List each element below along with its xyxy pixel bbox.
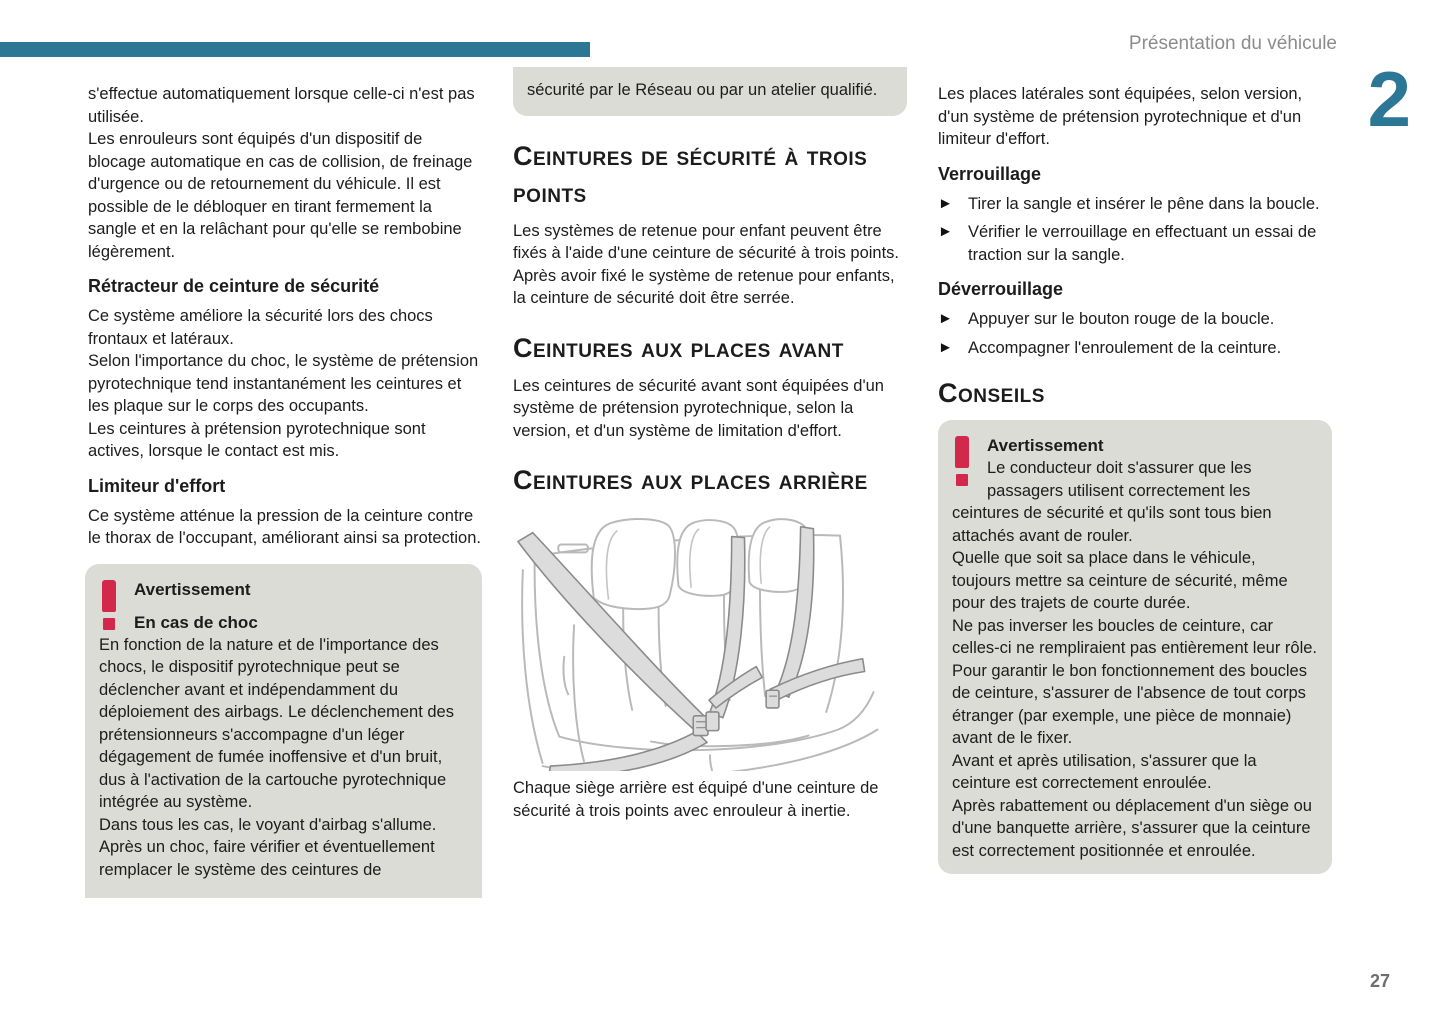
heading-front-belts: Ceintures aux places avant xyxy=(513,332,844,363)
warning-exclamation-icon xyxy=(101,580,118,630)
rear-seats-illustration xyxy=(513,509,907,771)
warning-subtitle: En cas de choc xyxy=(134,612,258,632)
paragraph: Les places latérales sont équipées, selon version, d'un système de prétension pyrotechnique et d'un limiteur d'effort. xyxy=(938,85,1303,148)
paragraph: Les systèmes de retenue pour enfant peuvent être fixés à l'aide d'une ceinture de sécurité à trois points. Après avoir fixé le système de retenue pour enfants, la ceinture de sécurité doit être serrée. xyxy=(513,221,900,307)
warning-paragraph: Le conducteur doit s'assurer que les passagers utilisent correctement les ceintures de sécurité et qu'ils sont tous bien attachés avant de rouler. xyxy=(952,459,1272,545)
page-number: 27 xyxy=(1369,971,1390,991)
list-item xyxy=(938,193,1332,216)
subheading-limiter: Limiteur d'effort xyxy=(88,475,226,496)
unlock-steps-list xyxy=(938,308,1332,359)
warning-paragraph: sécurité par le Réseau ou par un atelier qualifié. xyxy=(527,81,878,99)
bullet-arrow-icon: ► xyxy=(938,223,953,240)
bullet-arrow-icon: ► xyxy=(938,310,953,327)
column-center xyxy=(513,67,907,822)
bullet-arrow-icon: ► xyxy=(938,338,953,356)
paragraph: Les ceintures de sécurité avant sont équipées d'un système de prétension pyrotechnique, selon la version, et d'un système de limitation d'effort. xyxy=(513,376,884,440)
warning-box-advice xyxy=(938,420,1332,874)
warning-exclamation-icon xyxy=(954,436,971,486)
heading-advice: Conseils xyxy=(938,378,1045,408)
bullet-arrow-icon: ► xyxy=(938,194,953,212)
subheading-retractor: Rétracteur de ceinture de sécurité xyxy=(88,276,380,296)
warning-paragraph: Dans tous les cas, le voyant d'airbag s'allume. xyxy=(99,815,437,834)
list-item xyxy=(938,308,1332,331)
lock-steps-list xyxy=(938,193,1332,267)
heading-three-point-belts: Ceintures de sécurité à trois points xyxy=(513,140,868,208)
section-title: Présentation du véhicule xyxy=(1128,33,1337,54)
column-right xyxy=(938,83,1332,874)
subheading-lock: Verrouillage xyxy=(938,163,1042,184)
warning-title: Avertissement xyxy=(134,579,251,599)
warning-paragraph: Avant et après utilisation, s'assurer que la ceinture est correctement enroulée. xyxy=(952,751,1257,792)
list-item xyxy=(938,337,1332,360)
warning-paragraph: En fonction de la nature et de l'importance des chocs, le dispositif pyrotechnique peut se déclencher avant et indépendamment du déploiement des airbags. Le déclenchement des prétensionneurs s'accompagne d'un léger dégagement de fumée inoffensive et d'un bruit, dus à l'activation de la cartouche pyrotechnique intégrée au système. xyxy=(99,635,454,811)
accent-bar xyxy=(0,42,590,57)
warning-box-impact xyxy=(85,564,482,898)
chapter-number: 2 xyxy=(1367,55,1409,143)
column-left xyxy=(88,83,482,898)
subheading-unlock: Déverrouillage xyxy=(938,279,1064,299)
list-item xyxy=(938,221,1332,266)
warning-paragraph: Quelle que soit sa place dans le véhicule, toujours mettre sa ceinture de sécurité, même pour des trajets de courte durée. xyxy=(952,549,1288,612)
paragraph: s'effectue automatiquement lorsque celle-ci n'est pas utilisée. xyxy=(88,85,475,126)
step-text: Vérifier le verrouillage en effectuant un essai de traction sur la sangle. xyxy=(968,223,1317,264)
paragraph: Les enrouleurs sont équipés d'un dispositif de blocage automatique en cas de collision, de freinage d'urgence ou de retournement du véhicule. Il est possible de le débloquer en tirant fermement la sangle et en la relâchant pour qu'elle se rembobine légèrement. xyxy=(88,130,473,261)
paragraph: Ce système améliore la sécurité lors des chocs frontaux et latéraux. xyxy=(88,307,433,348)
paragraph: Selon l'importance du choc, le système de prétension pyrotechnique tend instantanément les ceintures et les plaque sur le corps des occupants. xyxy=(88,352,479,415)
step-text: Tirer la sangle et insérer le pêne dans la boucle. xyxy=(968,194,1320,213)
step-text: Appuyer sur le bouton rouge de la boucle. xyxy=(968,310,1275,328)
heading-rear-belts: Ceintures aux places arrière xyxy=(513,465,868,495)
paragraph: Ce système atténue la pression de la ceinture contre le thorax de l'occupant, améliorant ainsi sa protection. xyxy=(88,506,481,547)
warning-paragraph: Après un choc, faire vérifier et éventuellement remplacer le système des ceintures de xyxy=(99,838,435,879)
step-text: Accompagner l'enroulement de la ceinture. xyxy=(968,338,1282,357)
warning-paragraph: Ne pas inverser les boucles de ceinture, car celles-ci ne rempliraient pas entièrement leur rôle. xyxy=(952,616,1317,657)
warning-title: Avertissement xyxy=(987,436,1104,455)
illustration-caption: Chaque siège arrière est équipé d'une ceinture de sécurité à trois points avec enrouleur à inertie. xyxy=(513,779,879,820)
warning-paragraph: Pour garantir le bon fonctionnement des boucles de ceinture, s'assurer de l'absence de tout corps étranger (par exemple, une pièce de monnaie) avant de le fixer. xyxy=(952,661,1307,747)
warning-box-continuation xyxy=(513,67,907,116)
warning-paragraph: Après rabattement ou déplacement d'un siège ou d'une banquette arrière, s'assurer que la ceinture est correctement positionnée et enroulée. xyxy=(952,796,1312,860)
paragraph: Les ceintures à prétension pyrotechnique sont actives, lorsque le contact est mis. xyxy=(88,419,426,460)
